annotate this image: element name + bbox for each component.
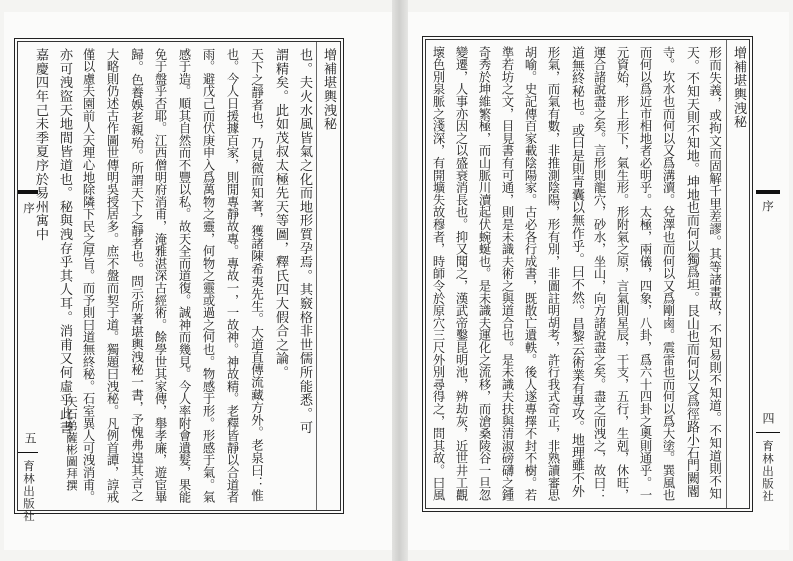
- left-text-column-4: 也。今人日援據百家，則閒專靜故專。專故一，一故神。神故精。老釋皆靜以合道者: [225, 48, 239, 504]
- column-rule: [316, 42, 317, 510]
- left-text-column-7: 免于盤乎否耶。江西僧明府消甫，淹雅湛深古經術。餘學世其家傳，舉孝廉，遊宦畢: [153, 48, 167, 504]
- column-rule: [726, 40, 727, 508]
- right-page-title: 增補堪輿洩秘: [731, 46, 746, 129]
- right-text-column-8: 形氣，而氣有數，非推測陰陽，形有別，非圖註明胡考，許行我式奇正，非熟讀審思: [546, 46, 560, 502]
- right-text-column-13: 壞色別泉脈之淺深，有開壙失故穆者，時師令於原穴三尺外別尋得之，問其故。曰風: [431, 46, 445, 502]
- right-text-column-10: 準若坊之文，目見書有可通，則是未識夫術之與道合也。是未識夫扶與清淑磅礴之鍾: [500, 46, 514, 502]
- section-band-bottom: [18, 452, 38, 453]
- left-page-signature: 天石弟薩彬圖拜撰: [65, 396, 79, 492]
- section-band-top: [18, 190, 38, 194]
- right-text-column-7: 道無終秘也。或曰是則青囊以無作乎。曰不然。昌黎云術業有專攻。地理雖不外: [569, 46, 584, 498]
- right-page-number: 四: [761, 412, 775, 424]
- right-text-column-9: 胡喻。史記傳百家載陰陽家。古必各行成書，既散亡遺軼。後人遂專擇不封不樹。若: [523, 46, 537, 502]
- left-page-title: 增補堪輿洩秘: [321, 48, 336, 131]
- left-text-column-5: 雨。避戊己而伏庚申入爲萬物之靈，何物之靈或過之何也。物感于形。形感于氣。氣: [201, 48, 215, 504]
- left-page: [4, 12, 392, 550]
- right-text-column-12: 變遷，人事亦因之以盛衰消長也。抑又聞之，漢武帝鑿昆明池，辨劫灰，近世井工觀: [454, 46, 468, 502]
- left-text-column-12: 嘉慶四年己未季夏序於易州寓中: [33, 48, 48, 242]
- right-text-column-11: 奇秀於坤維繁極，而山脈川瀆起伏蜿蜒也。是未識夫運化之流移，而滄桑陵谷一旦忽: [477, 46, 491, 502]
- right-text-column-2: 天。不知天則不知地。坤地也而何以獨爲坦。艮山也而何以又爲徑路小石門闕閽: [684, 46, 699, 498]
- left-text-column-10: 僅以慮夫園前人天理心地除隣下民之厚旨。而予則曰道無終秘。石室異人可洩消甫。: [81, 48, 95, 504]
- right-text-column-5: 元資始，形上形下，氣生形。形附氣之原，言氣則星辰，干支，五行，生剋，休旺，: [615, 46, 629, 502]
- left-text-column-9: 大略則仍述古作圖世傳明吳授居多。庶不盤而契于道。獨題曰洩秘。凡例首譚，諄戒: [105, 48, 119, 504]
- right-page: [408, 12, 789, 550]
- left-section-label: 序: [22, 202, 36, 214]
- right-text-column-6: 運合諸說盡之矣。言形則龍穴，砂水，坐山，向方諸說盡之矣。盡之而洩之，故曰：: [592, 46, 606, 502]
- right-text-column-4: 而何以爲近市相地者必明乎。太極，兩儀，四象，八卦，爲六十四卦之奧則通乎。一: [638, 46, 652, 502]
- right-text-column-1: 形而失義，或拘文而固解千里差謬。其等諸畫故，不知易則不知道。不知道則不知: [707, 46, 722, 500]
- left-text-column-1: 也。夫火水風皆氣之化而地形質孕焉。其竅格非世儒所能悉。可: [297, 48, 312, 435]
- left-text-column-8: 歸。色養娛老親殆。所謂天下之靜者也。問示所著堪輿洩秘一書，予愧弗遑其言之: [129, 48, 144, 502]
- book-gutter: [392, 0, 408, 561]
- left-text-column-3: 天下之靜者也，乃見微而知著，獲諸陳希夷先生。大道直傳流藏方外。老泉曰：惟: [249, 48, 264, 502]
- left-page-number: 五: [23, 432, 37, 444]
- right-text-column-3: 寺。坎水也而何以又爲溝瀆。兌澤也而何以又爲剛鹵。震雷也而何以爲大塗。巽風也: [661, 46, 675, 502]
- left-publisher: 育林出版社: [22, 460, 36, 523]
- right-page-inner-border: [425, 39, 750, 509]
- left-text-column-11: 亦可洩盜天地間皆道也。秘與洩存乎其人耳。消甫又何虛乎此書。: [57, 48, 72, 449]
- left-text-column-2: 謂精矣。此如茂叔太極先天等圖，釋氏四大假合之論。: [273, 48, 288, 380]
- right-section-band-top: [756, 190, 780, 194]
- right-publisher: 育林出版社: [761, 440, 775, 503]
- left-text-column-6: 感于造。順其自然而不豐以私。故天全而道復。誠神而幾見。今人率附會遺髮，果能: [177, 48, 191, 504]
- right-section-band-bottom: [756, 432, 780, 433]
- right-section-label: 序: [761, 200, 775, 212]
